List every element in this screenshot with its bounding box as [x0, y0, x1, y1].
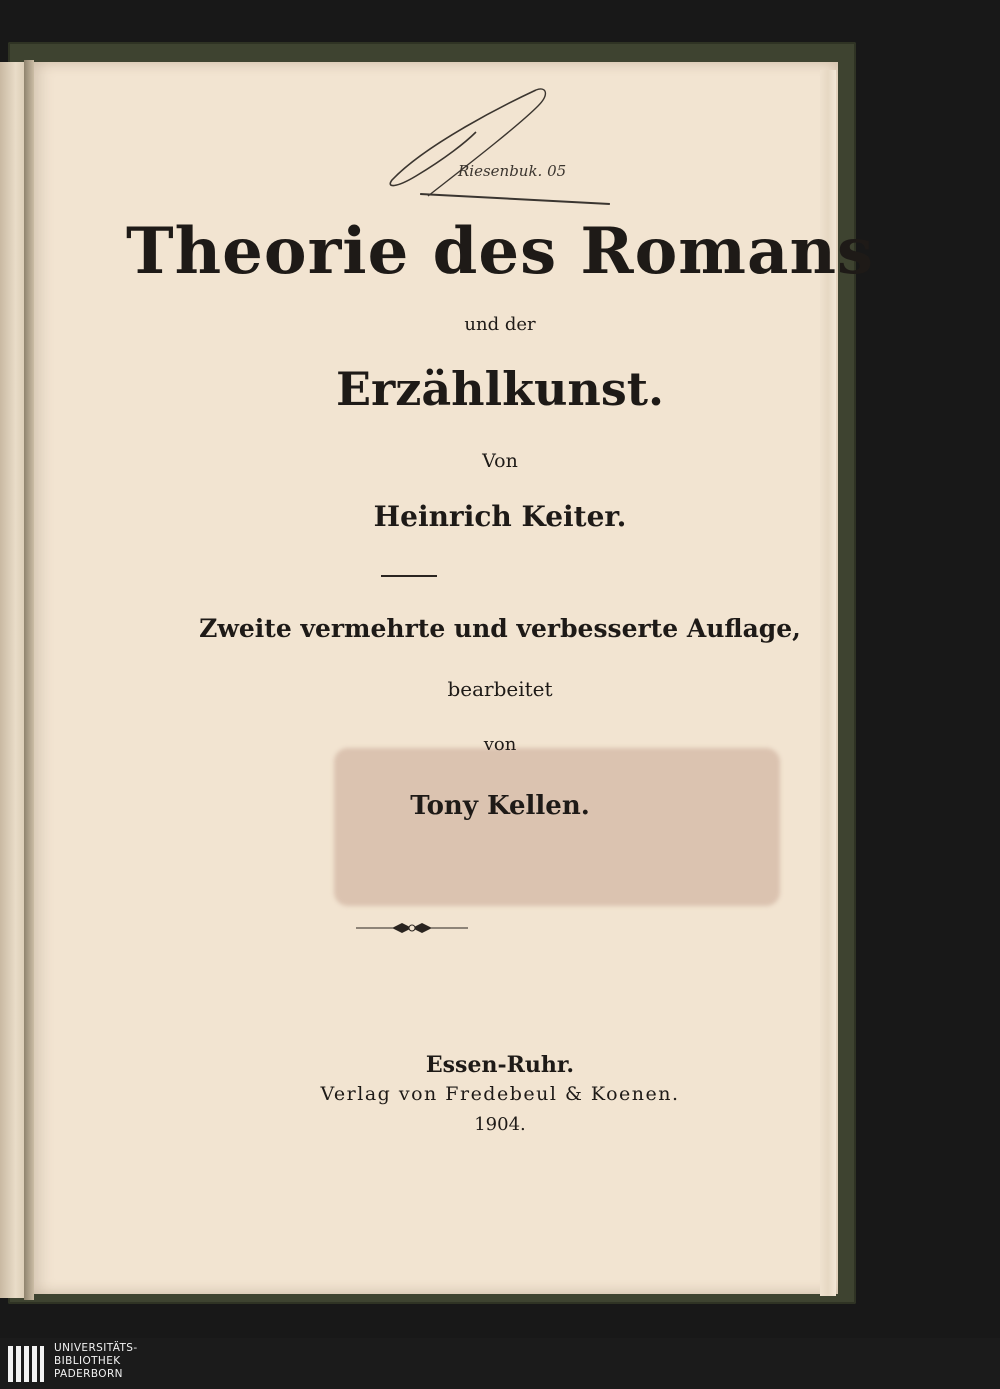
- subtitle: Erzählkunst.: [335, 362, 665, 416]
- library-logo-text: [54, 1342, 138, 1381]
- edited-label: bearbeitet: [447, 677, 553, 701]
- logo-line-1: UNIVERSITÄTS-: [54, 1342, 138, 1354]
- edition-line: Zweite vermehrte und verbesserte Auflage,: [199, 614, 801, 643]
- signature-text: Riesenbuk. 05: [458, 162, 567, 180]
- place: Essen-Ruhr.: [425, 1052, 575, 1078]
- divider-rule: [381, 575, 437, 577]
- subtitle-connector: und der: [464, 314, 536, 335]
- ornament: [356, 920, 468, 936]
- library-footer: [0, 1338, 1000, 1389]
- library-logo-icon: [6, 1344, 46, 1384]
- publisher: Verlag von Fredebeul & Koenen.: [320, 1083, 680, 1105]
- handwritten-signature: [386, 84, 636, 204]
- logo-line-2: BIBLIOTHEK: [54, 1355, 121, 1367]
- logo-line-3: PADERBORN: [54, 1368, 123, 1380]
- editor-name: Tony Kellen.: [410, 791, 590, 821]
- by-label: Von: [482, 450, 518, 472]
- author-name: Heinrich Keiter.: [373, 500, 627, 533]
- year: 1904.: [474, 1114, 526, 1135]
- by2-label: von: [483, 734, 517, 755]
- stain: [334, 748, 780, 906]
- book-title: Theorie des Romans: [126, 214, 874, 289]
